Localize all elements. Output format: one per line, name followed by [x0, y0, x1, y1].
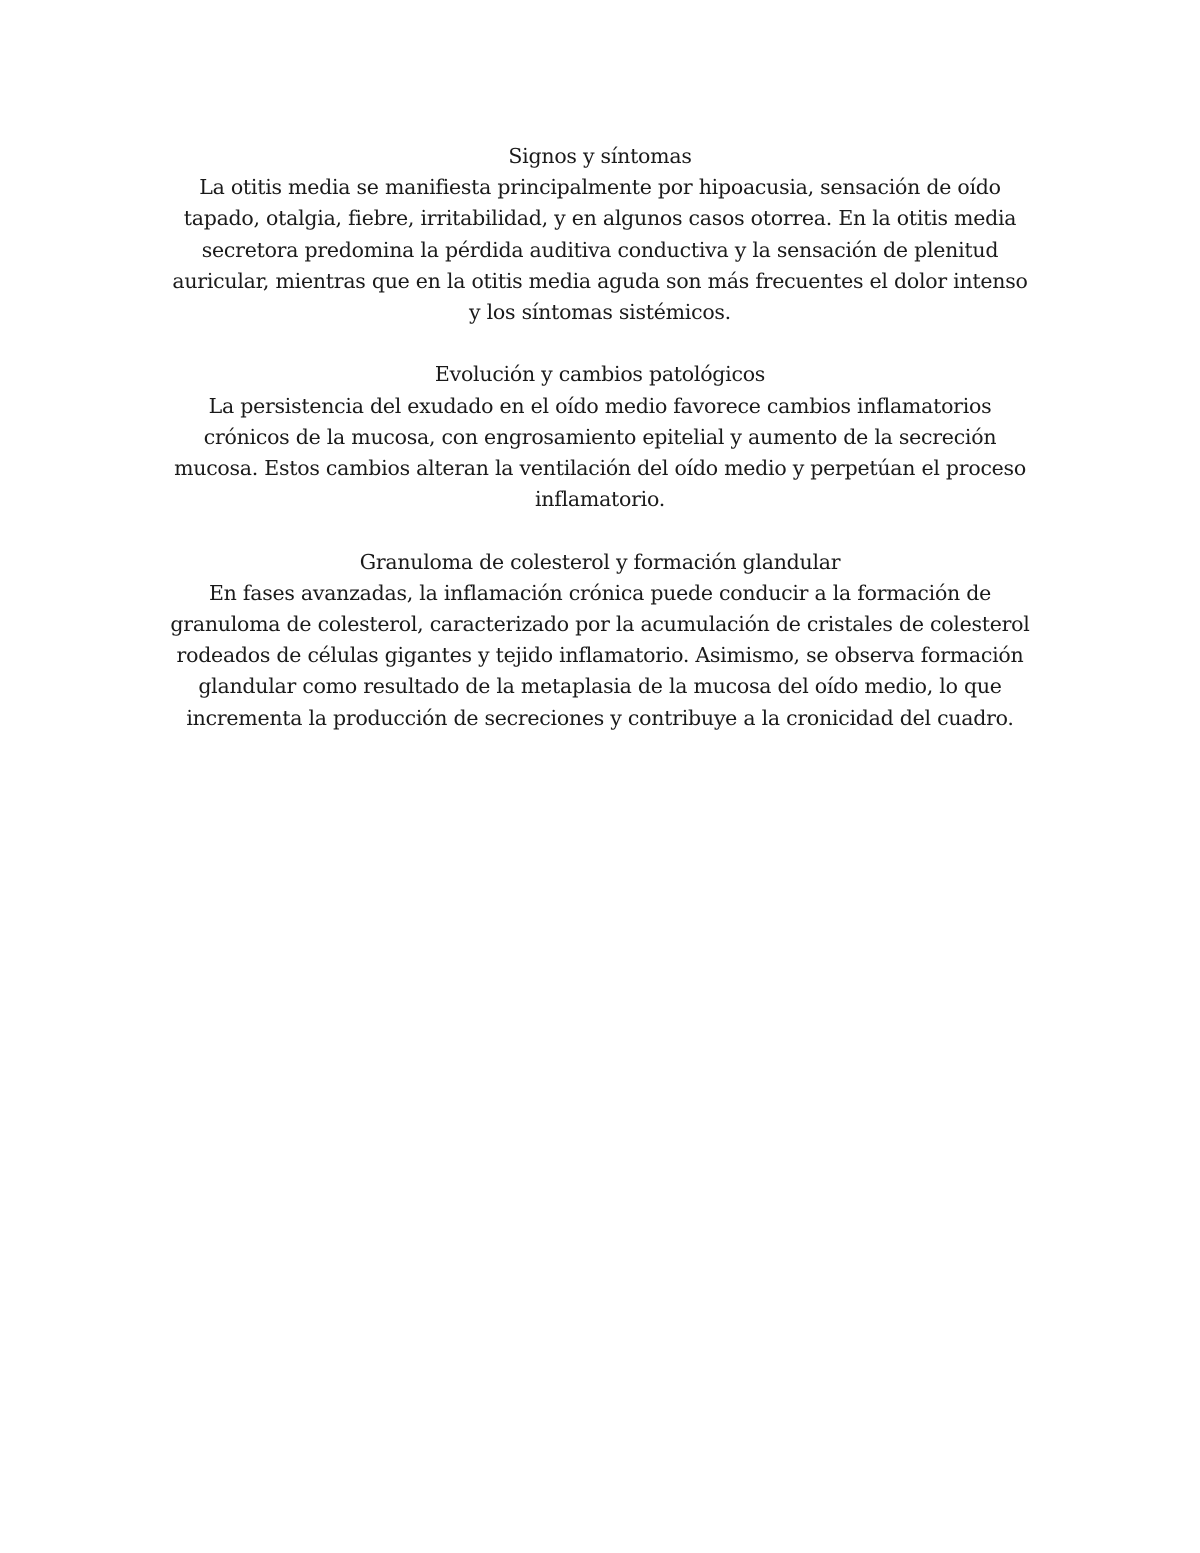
section-paragraph: La otitis media se manifiesta principalmente por hipoacusia, sensación de oído tapado, otalgia, fiebre, irritabilidad, y en algunos casos otorrea. En la otitis media secretora predomina la pérdida auditiva conductiva y la sensación de plenitud auricular, mientras que en la otitis media aguda son más frecuentes el dolor intenso y los síntomas sistémicos. [172, 175, 1028, 325]
section-evolucion-cambios [170, 359, 1030, 515]
section-signos-sintomas [170, 141, 1030, 328]
section-heading: Evolución y cambios patológicos [434, 362, 766, 387]
section-paragraph: La persistencia del exudado en el oído medio favorece cambios inflamatorios crónicos de la mucosa, con engrosamiento epitelial y aumento de la secreción mucosa. Estos cambios alteran la ventilación del oído medio y perpetúan el proceso inflamatorio. [174, 393, 1026, 512]
section-granuloma-colesterol [170, 547, 1030, 734]
document-body [170, 141, 1030, 765]
section-heading: Signos y síntomas [508, 144, 692, 168]
section-paragraph: En fases avanzadas, la inflamación crónica puede conducir a la formación de granuloma de colesterol, caracterizado por la acumulación de cristales de colesterol rodeados de células gigantes y tejido inflamatorio. Asimismo, se observa formación glandular como resultado de la metaplasia de la mucosa del oído medio, lo que incrementa la producción de secreciones y contribuye a la cronicidad del cuadro. [170, 580, 1030, 730]
section-heading: Granuloma de colesterol y formación glandular [359, 549, 841, 574]
